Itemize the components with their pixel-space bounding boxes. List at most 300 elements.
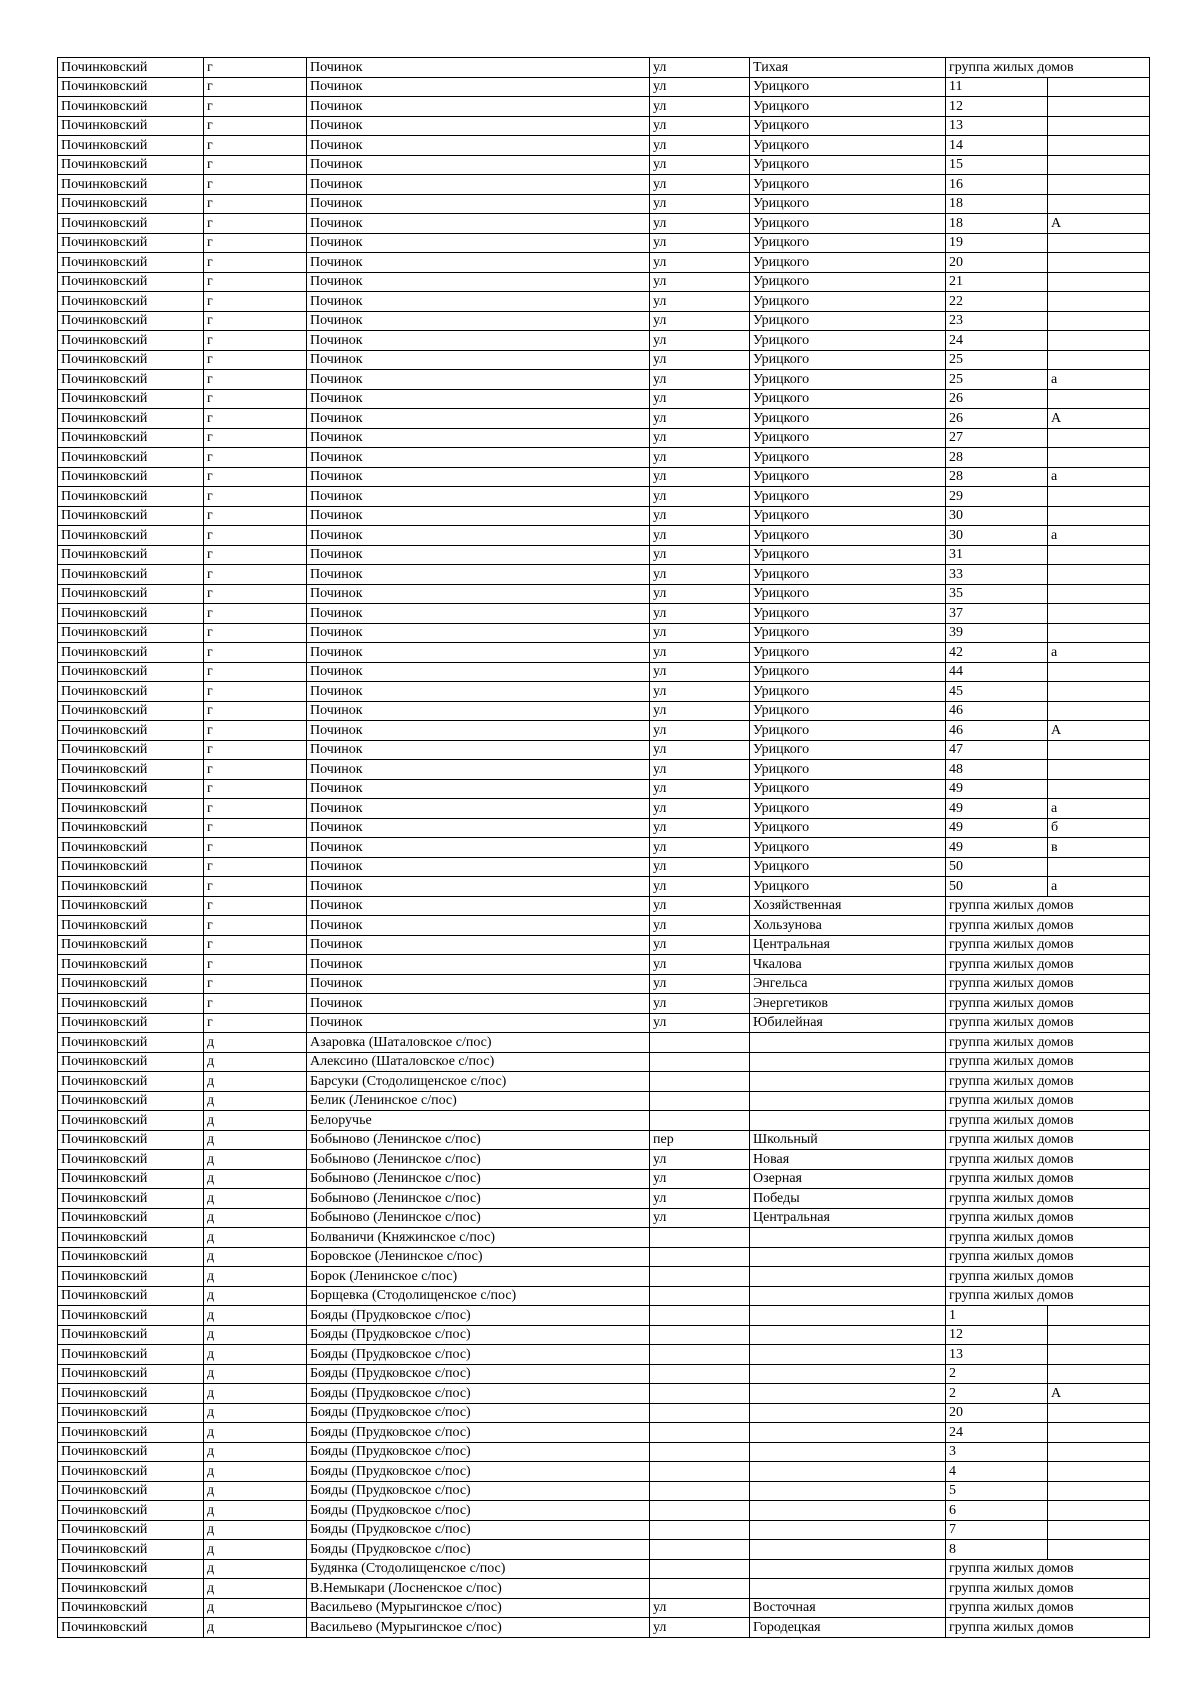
settlement-cell: Бояды (Прудковское с/пос) [307,1306,650,1326]
district-cell: Починковский [58,350,204,370]
street-cell [750,1501,946,1521]
street-cell: Урицкого [750,487,946,507]
suffix-cell [1048,253,1150,273]
street-type-cell: ул [650,623,750,643]
settlement-cell: Починок [307,409,650,429]
street-cell: Урицкого [750,682,946,702]
house-cell: 39 [946,623,1048,643]
settlement-cell: Починок [307,545,650,565]
district-cell: Починковский [58,935,204,955]
district-cell: Починковский [58,1286,204,1306]
street-type-cell [650,1052,750,1072]
settlement-type-cell: г [204,857,307,877]
suffix-cell [1048,740,1150,760]
settlement-cell: Починок [307,760,650,780]
table-row [58,565,1150,585]
street-type-cell [650,1033,750,1053]
house-cell: 25 [946,370,1048,390]
settlement-type-cell: д [204,1364,307,1384]
district-cell: Починковский [58,233,204,253]
suffix-cell [1048,506,1150,526]
settlement-cell: Починок [307,682,650,702]
street-cell: Урицкого [750,389,946,409]
district-cell: Починковский [58,1384,204,1404]
street-type-cell: ул [650,1150,750,1170]
table-row [58,1520,1150,1540]
settlement-cell: Починок [307,994,650,1014]
settlement-type-cell: г [204,701,307,721]
settlement-type-cell: г [204,604,307,624]
district-cell: Починковский [58,253,204,273]
table-row [58,1208,1150,1228]
house-cell: 21 [946,272,1048,292]
district-cell: Починковский [58,1559,204,1579]
settlement-type-cell: г [204,740,307,760]
district-cell: Починковский [58,682,204,702]
settlement-cell: Васильево (Мурыгинское с/пос) [307,1598,650,1618]
street-cell [750,1481,946,1501]
settlement-type-cell: д [204,1501,307,1521]
house-cell: 4 [946,1462,1048,1482]
table-row [58,194,1150,214]
settlement-type-cell: г [204,955,307,975]
settlement-type-cell: д [204,1618,307,1638]
settlement-type-cell: д [204,1442,307,1462]
suffix-cell [1048,1345,1150,1365]
street-type-cell: ул [650,214,750,234]
street-cell [750,1247,946,1267]
house-cell: группа жилых домов [946,916,1150,936]
table-row [58,1267,1150,1287]
suffix-cell: а [1048,370,1150,390]
district-cell: Починковский [58,857,204,877]
table-row [58,214,1150,234]
street-cell: Урицкого [750,155,946,175]
house-cell: группа жилых домов [946,1052,1150,1072]
settlement-type-cell: г [204,584,307,604]
district-cell: Починковский [58,1189,204,1209]
district-cell: Починковский [58,1345,204,1365]
district-cell: Починковский [58,994,204,1014]
table-row [58,428,1150,448]
street-type-cell [650,1423,750,1443]
settlement-cell: Барсуки (Стодолищенское с/пос) [307,1072,650,1092]
house-cell: 46 [946,721,1048,741]
settlement-cell: Бояды (Прудковское с/пос) [307,1481,650,1501]
street-cell: Озерная [750,1169,946,1189]
table-row [58,721,1150,741]
street-type-cell: ул [650,760,750,780]
suffix-cell [1048,272,1150,292]
district-cell: Починковский [58,58,204,78]
settlement-type-cell: г [204,448,307,468]
district-cell: Починковский [58,331,204,351]
table-row [58,799,1150,819]
street-type-cell: ул [650,97,750,117]
settlement-type-cell: г [204,77,307,97]
district-cell: Починковский [58,1462,204,1482]
settlement-cell: Бояды (Прудковское с/пос) [307,1423,650,1443]
district-cell: Починковский [58,1169,204,1189]
settlement-type-cell: г [204,487,307,507]
settlement-type-cell: г [204,97,307,117]
suffix-cell [1048,662,1150,682]
settlement-type-cell: г [204,467,307,487]
table-row [58,584,1150,604]
house-cell: 26 [946,409,1048,429]
street-type-cell: ул [650,487,750,507]
district-cell: Починковский [58,1325,204,1345]
district-cell: Починковский [58,409,204,429]
street-cell: Урицкого [750,604,946,624]
suffix-cell [1048,1325,1150,1345]
settlement-type-cell: г [204,58,307,78]
table-row [58,1091,1150,1111]
suffix-cell [1048,155,1150,175]
street-type-cell: ул [650,1618,750,1638]
street-cell [750,1540,946,1560]
table-row [58,1072,1150,1092]
street-cell [750,1325,946,1345]
house-cell: группа жилых домов [946,1228,1150,1248]
house-cell: группа жилых домов [946,1559,1150,1579]
settlement-type-cell: д [204,1267,307,1287]
table-row [58,545,1150,565]
settlement-cell: Починок [307,370,650,390]
house-cell: группа жилых домов [946,955,1150,975]
settlement-cell: Починок [307,428,650,448]
street-type-cell: ул [650,77,750,97]
settlement-cell: Азаровка (Шаталовское с/пос) [307,1033,650,1053]
house-cell: 49 [946,779,1048,799]
street-type-cell: ул [650,194,750,214]
settlement-type-cell: г [204,818,307,838]
suffix-cell [1048,331,1150,351]
street-cell: Новая [750,1150,946,1170]
table-row [58,350,1150,370]
settlement-type-cell: д [204,1462,307,1482]
address-table [57,57,1150,1638]
street-type-cell: ул [650,253,750,273]
street-cell: Урицкого [750,97,946,117]
district-cell: Починковский [58,701,204,721]
district-cell: Починковский [58,721,204,741]
district-cell: Починковский [58,292,204,312]
street-type-cell [650,1442,750,1462]
suffix-cell [1048,1403,1150,1423]
street-cell: Хозяйственная [750,896,946,916]
settlement-type-cell: д [204,1540,307,1560]
settlement-cell: Починок [307,389,650,409]
street-cell: Урицкого [750,877,946,897]
settlement-type-cell: д [204,1325,307,1345]
street-type-cell: ул [650,799,750,819]
settlement-cell: Починок [307,487,650,507]
settlement-cell: Починок [307,877,650,897]
street-type-cell: ул [650,370,750,390]
table-row [58,1559,1150,1579]
house-cell: 18 [946,194,1048,214]
street-cell: Урицкого [750,857,946,877]
settlement-type-cell: г [204,409,307,429]
table-row [58,604,1150,624]
district-cell: Починковский [58,1520,204,1540]
settlement-cell: Починок [307,779,650,799]
street-cell: Чкалова [750,955,946,975]
table-row [58,506,1150,526]
settlement-type-cell: г [204,350,307,370]
street-cell: Урицкого [750,506,946,526]
street-type-cell: ул [650,584,750,604]
street-cell [750,1306,946,1326]
street-type-cell: ул [650,58,750,78]
settlement-cell: Починок [307,194,650,214]
house-cell: 6 [946,1501,1048,1521]
house-cell: группа жилых домов [946,1013,1150,1033]
suffix-cell [1048,389,1150,409]
table-row [58,1228,1150,1248]
suffix-cell: а [1048,877,1150,897]
house-cell: 27 [946,428,1048,448]
street-cell: Урицкого [750,272,946,292]
settlement-cell: Бояды (Прудковское с/пос) [307,1325,650,1345]
settlement-type-cell: г [204,292,307,312]
table-row [58,1384,1150,1404]
settlement-cell: Бояды (Прудковское с/пос) [307,1403,650,1423]
street-type-cell: ул [650,1013,750,1033]
street-cell: Урицкого [750,116,946,136]
street-cell: Победы [750,1189,946,1209]
street-cell [750,1228,946,1248]
district-cell: Починковский [58,1130,204,1150]
house-cell: 50 [946,877,1048,897]
settlement-cell: Бобыново (Ленинское с/пос) [307,1208,650,1228]
table-row [58,448,1150,468]
street-type-cell: ул [650,916,750,936]
street-type-cell: ул [650,994,750,1014]
house-cell: группа жилых домов [946,1618,1150,1638]
settlement-type-cell: г [204,916,307,936]
house-cell: 37 [946,604,1048,624]
settlement-cell: Починок [307,1013,650,1033]
house-cell: 3 [946,1442,1048,1462]
street-type-cell [650,1267,750,1287]
settlement-type-cell: д [204,1481,307,1501]
settlement-cell: Починок [307,136,650,156]
table-row [58,1442,1150,1462]
street-type-cell [650,1520,750,1540]
house-cell: 1 [946,1306,1048,1326]
table-row [58,1286,1150,1306]
table-row [58,1364,1150,1384]
district-cell: Починковский [58,1052,204,1072]
house-cell: группа жилых домов [946,1286,1150,1306]
suffix-cell [1048,487,1150,507]
district-cell: Починковский [58,1579,204,1599]
street-type-cell: ул [650,116,750,136]
settlement-type-cell: г [204,662,307,682]
settlement-type-cell: г [204,370,307,390]
street-cell [750,1286,946,1306]
table-row [58,935,1150,955]
suffix-cell [1048,1364,1150,1384]
district-cell: Починковский [58,1013,204,1033]
district-cell: Починковский [58,1247,204,1267]
table-row [58,701,1150,721]
settlement-type-cell: г [204,253,307,273]
district-cell: Починковский [58,214,204,234]
district-cell: Починковский [58,194,204,214]
street-cell: Урицкого [750,526,946,546]
settlement-cell: Починок [307,155,650,175]
district-cell: Починковский [58,643,204,663]
street-cell: Восточная [750,1598,946,1618]
table-row [58,1150,1150,1170]
house-cell: группа жилых домов [946,1111,1150,1131]
settlement-cell: Васильево (Мурыгинское с/пос) [307,1618,650,1638]
street-type-cell: ул [650,721,750,741]
suffix-cell: А [1048,1384,1150,1404]
settlement-cell: Бобыново (Ленинское с/пос) [307,1150,650,1170]
street-type-cell: ул [650,604,750,624]
street-type-cell: ул [650,1169,750,1189]
settlement-type-cell: д [204,1306,307,1326]
street-cell: Урицкого [750,662,946,682]
district-cell: Починковский [58,1111,204,1131]
table-row [58,662,1150,682]
street-type-cell [650,1247,750,1267]
district-cell: Починковский [58,155,204,175]
settlement-cell: Починок [307,565,650,585]
house-cell: 45 [946,682,1048,702]
settlement-cell: Бобыново (Ленинское с/пос) [307,1189,650,1209]
settlement-cell: Борщевка (Стодолищенское с/пос) [307,1286,650,1306]
street-type-cell: ул [650,292,750,312]
street-cell [750,1364,946,1384]
street-cell: Урицкого [750,77,946,97]
district-cell: Починковский [58,467,204,487]
district-cell: Починковский [58,1403,204,1423]
district-cell: Починковский [58,1306,204,1326]
table-row [58,175,1150,195]
table-row [58,1130,1150,1150]
street-type-cell: ул [650,838,750,858]
district-cell: Починковский [58,760,204,780]
street-type-cell: ул [650,506,750,526]
settlement-cell: Починок [307,448,650,468]
suffix-cell [1048,448,1150,468]
settlement-cell: Починок [307,643,650,663]
table-row [58,292,1150,312]
house-cell: 47 [946,740,1048,760]
settlement-cell: Починок [307,467,650,487]
table-row [58,487,1150,507]
street-cell: Центральная [750,1208,946,1228]
suffix-cell [1048,233,1150,253]
house-cell: группа жилых домов [946,896,1150,916]
district-cell: Починковский [58,662,204,682]
table-row [58,467,1150,487]
house-cell: 28 [946,448,1048,468]
street-type-cell: ул [650,1598,750,1618]
house-cell: 35 [946,584,1048,604]
table-row [58,1501,1150,1521]
house-cell: 18 [946,214,1048,234]
settlement-type-cell: г [204,194,307,214]
settlement-type-cell: г [204,175,307,195]
suffix-cell: А [1048,721,1150,741]
district-cell: Починковский [58,565,204,585]
street-type-cell [650,1325,750,1345]
settlement-cell: Починок [307,233,650,253]
suffix-cell [1048,1462,1150,1482]
street-cell: Урицкого [750,740,946,760]
district-cell: Починковский [58,175,204,195]
street-cell: Урицкого [750,428,946,448]
settlement-cell: Бобыново (Ленинское с/пос) [307,1130,650,1150]
house-cell: 2 [946,1384,1048,1404]
suffix-cell: а [1048,526,1150,546]
settlement-cell: Починок [307,799,650,819]
house-cell: группа жилых домов [946,1189,1150,1209]
settlement-cell: Починок [307,818,650,838]
house-cell: 22 [946,292,1048,312]
settlement-type-cell: г [204,799,307,819]
street-type-cell: ул [650,662,750,682]
district-cell: Починковский [58,1540,204,1560]
suffix-cell [1048,175,1150,195]
district-cell: Починковский [58,1072,204,1092]
district-cell: Починковский [58,97,204,117]
settlement-cell: Бояды (Прудковское с/пос) [307,1520,650,1540]
settlement-cell: Алексино (Шаталовское с/пос) [307,1052,650,1072]
district-cell: Починковский [58,1033,204,1053]
house-cell: группа жилых домов [946,58,1150,78]
district-cell: Починковский [58,1501,204,1521]
street-type-cell: ул [650,935,750,955]
street-type-cell [650,1579,750,1599]
house-cell: группа жилых домов [946,1033,1150,1053]
settlement-cell: Починок [307,506,650,526]
street-cell: Урицкого [750,233,946,253]
settlement-type-cell: д [204,1559,307,1579]
street-cell: Урицкого [750,721,946,741]
house-cell: 15 [946,155,1048,175]
settlement-type-cell: д [204,1169,307,1189]
table-row [58,994,1150,1014]
house-cell: 46 [946,701,1048,721]
street-cell: Урицкого [750,331,946,351]
house-cell: группа жилых домов [946,994,1150,1014]
settlement-type-cell: г [204,545,307,565]
street-cell: Урицкого [750,409,946,429]
street-cell: Хользунова [750,916,946,936]
street-cell: Урицкого [750,311,946,331]
table-row [58,1618,1150,1638]
house-cell: группа жилых домов [946,1130,1150,1150]
street-cell: Урицкого [750,467,946,487]
table-row [58,1247,1150,1267]
table-body [58,58,1150,1638]
street-cell [750,1579,946,1599]
settlement-cell: Боровское (Ленинское с/пос) [307,1247,650,1267]
house-cell: группа жилых домов [946,1579,1150,1599]
house-cell: группа жилых домов [946,1208,1150,1228]
street-type-cell: ул [650,233,750,253]
settlement-type-cell: д [204,1111,307,1131]
street-cell: Урицкого [750,194,946,214]
district-cell: Починковский [58,838,204,858]
